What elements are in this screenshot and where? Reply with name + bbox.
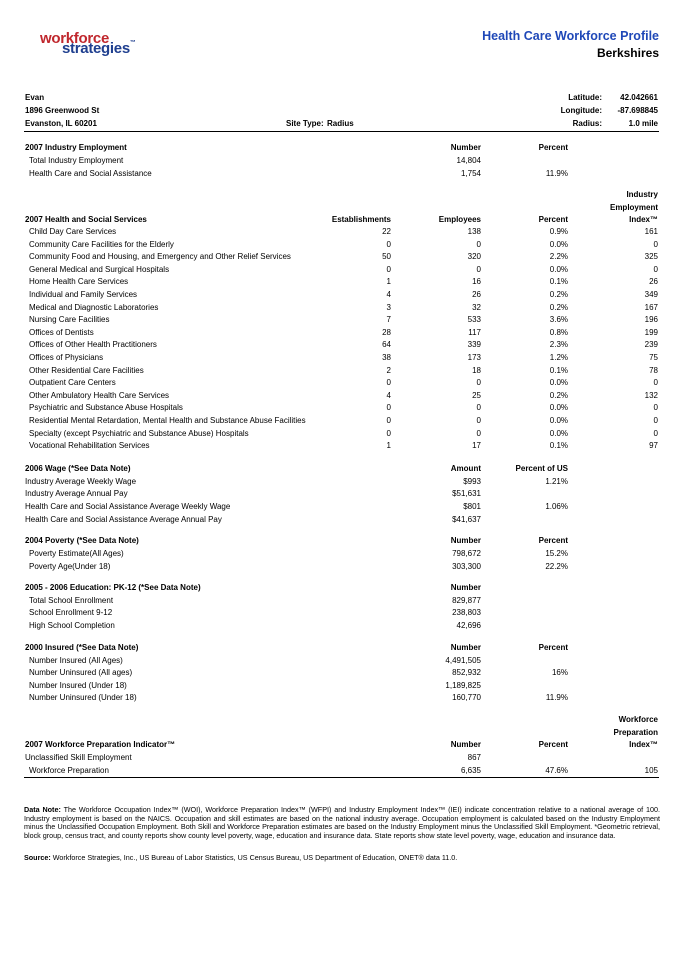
- table-row: [24, 252, 659, 264]
- table-row: [24, 353, 659, 365]
- row-label: Workforce Preparation: [29, 766, 109, 775]
- row-employees: 0: [476, 403, 481, 413]
- row-label: Number Insured (Under 18): [29, 681, 127, 690]
- row-percent: 0.0%: [549, 378, 568, 388]
- wpi-percent-header: Percent: [538, 740, 568, 749]
- data-note-text: The Workforce Occupation Index™ (WOI), Workforce Preparation Index™ (WFPI) and Industry Employment Index™ (IEI) indicate concentration relative to a national average of 100. Industry employment is based on the NAICS. Occupation and skill estimates are based on the national industry average. Occupation employment is calculated based on the Industry Employment minus the Unclassified Occupation Employment. Both Skill and Workforce Preparation estimates are based on the Industry Employment minus the Unclassified Skill Employment. *Geometric retrieval, block group, census tract, and county reports show county level poverty, wage, education and insurance data. State reports show state level poverty, wage, education and insurance data.: [24, 805, 660, 840]
- row-label: Poverty Age(Under 18): [29, 562, 111, 571]
- industry-percent-header: Percent: [538, 143, 568, 152]
- table-row: [24, 277, 659, 289]
- row-label: Community Care Facilities for the Elderly: [29, 239, 174, 249]
- percent-of-us-header: Percent of US: [515, 464, 568, 473]
- education-number-header: Number: [450, 583, 481, 592]
- row-index: 325: [644, 252, 658, 262]
- table-row: [24, 303, 659, 315]
- divider: [24, 777, 659, 778]
- row-employees: 26: [472, 290, 481, 299]
- row-label: Industry Average Annual Pay: [25, 489, 128, 498]
- location-row-3: [24, 119, 659, 131]
- row-label: Individual and Family Services: [29, 290, 138, 299]
- insured-number-header: Number: [450, 643, 481, 652]
- row-employees: 18: [472, 365, 481, 375]
- row-percent: 0.0%: [549, 239, 568, 249]
- row-index: 0: [653, 264, 658, 274]
- logo-strategies: [62, 40, 136, 57]
- page-title: Health Care Workforce Profile: [482, 29, 659, 43]
- table-row: [24, 416, 659, 428]
- row-label: Child Day Care Services: [29, 227, 117, 236]
- location-city: Evanston, IL 60201: [25, 119, 97, 128]
- index-header-line1: Industry: [626, 190, 658, 199]
- row-label: Offices of Other Health Practitioners: [29, 340, 157, 350]
- row-percent: 0.0%: [549, 403, 568, 413]
- row-index: 239: [644, 340, 658, 350]
- row-percent: 15.2%: [545, 549, 568, 558]
- row-index: 75: [649, 353, 658, 362]
- row-establishments: 64: [382, 340, 391, 350]
- site-type-value: Radius: [327, 119, 354, 128]
- wpi-heading: 2007 Workforce Preparation Indicator™: [25, 740, 176, 749]
- row-employees: 138: [467, 227, 481, 236]
- row-label: Community Food and Housing, and Emergency and Other Relief Services: [29, 252, 291, 262]
- row-label: Total Industry Employment: [29, 156, 124, 165]
- row-index: 196: [644, 315, 658, 325]
- row-number: 829,877: [452, 596, 481, 605]
- table-row: [24, 227, 659, 239]
- row-percent: 11.9%: [545, 169, 568, 178]
- row-label: Health Care and Social Assistance: [29, 169, 152, 178]
- row-label: General Medical and Surgical Hospitals: [29, 264, 170, 274]
- row-label: Specialty (except Psychiatric and Substance Abuse) Hospitals: [29, 428, 249, 438]
- location-name: Evan: [25, 93, 45, 102]
- row-employees: 0: [476, 264, 481, 274]
- row-label: Offices of Physicians: [29, 353, 104, 362]
- row-index: 26: [649, 277, 658, 287]
- row-establishments: 0: [386, 403, 391, 413]
- row-index: 78: [649, 365, 658, 375]
- row-index: 161: [644, 227, 658, 236]
- table-row: [24, 391, 659, 403]
- row-establishments: 4: [386, 390, 391, 400]
- row-percent: 0.2%: [549, 302, 568, 312]
- services-index-header-2: [24, 203, 659, 215]
- row-label: Vocational Rehabilitation Services: [29, 441, 150, 451]
- row-label: Other Residential Care Facilities: [29, 365, 144, 375]
- table-row: [24, 621, 659, 633]
- row-establishments: 3: [386, 302, 391, 312]
- insured-percent-header: Percent: [538, 643, 568, 652]
- row-establishments: 1: [386, 441, 391, 451]
- employees-header: Employees: [438, 215, 481, 224]
- table-row: [24, 378, 659, 390]
- row-establishments: 0: [386, 378, 391, 388]
- row-establishments: 4: [386, 290, 391, 299]
- row-percent: 0.0%: [549, 428, 568, 438]
- row-label: Industry Average Weekly Wage: [25, 477, 137, 486]
- row-number: 160,770: [452, 693, 481, 702]
- row-establishments: 38: [382, 353, 391, 362]
- longitude-label: Longitude:: [560, 106, 602, 115]
- row-employees: 0: [476, 378, 481, 388]
- table-row: [24, 169, 659, 181]
- row-establishments: 0: [386, 264, 391, 274]
- table-row: [24, 608, 659, 620]
- table-row: [24, 315, 659, 327]
- row-index: 0: [653, 378, 658, 388]
- insured-heading: 2000 Insured (*See Data Note): [25, 643, 139, 652]
- row-label: Nursing Care Facilities: [29, 315, 110, 325]
- row-amount: $41,637: [452, 515, 481, 524]
- row-percent: 3.6%: [549, 315, 568, 325]
- table-row: [24, 240, 659, 252]
- table-row: [24, 562, 659, 574]
- logo-tm: ™: [129, 40, 136, 46]
- row-label: Number Insured (All Ages): [29, 656, 123, 665]
- row-label: Psychiatric and Substance Abuse Hospitals: [29, 403, 183, 413]
- row-label: Outpatient Care Centers: [29, 378, 116, 388]
- wage-header-row: [24, 464, 659, 476]
- poverty-number-header: Number: [450, 536, 481, 545]
- row-index: 105: [644, 766, 658, 775]
- table-row: [24, 753, 659, 765]
- establishments-header: Establishments: [331, 215, 391, 224]
- table-row: [24, 668, 659, 680]
- logo-workforce: workforce: [40, 30, 109, 47]
- row-percent: 0.8%: [549, 327, 568, 337]
- row-number: 867: [467, 753, 481, 762]
- row-label: Number Uninsured (All ages): [29, 668, 133, 677]
- location-row-1: [24, 93, 659, 105]
- row-number: 238,803: [452, 608, 481, 617]
- wpi-header-row: [24, 740, 659, 752]
- row-index: 0: [653, 428, 658, 438]
- row-establishments: 7: [386, 315, 391, 325]
- table-row: [24, 441, 659, 453]
- row-number: 6,635: [460, 766, 481, 775]
- row-percent: 0.1%: [549, 441, 568, 451]
- table-row: [24, 328, 659, 340]
- row-establishments: 0: [386, 239, 391, 249]
- wpi-index-header-line2: Preparation: [613, 728, 658, 737]
- services-header-row: [24, 215, 659, 227]
- data-note: [24, 806, 660, 840]
- row-label: Residential Mental Retardation, Mental Health and Substance Abuse Facilities: [29, 416, 306, 425]
- table-row: [24, 515, 659, 527]
- education-heading: 2005 - 2006 Education: PK-12 (*See Data Note): [25, 583, 201, 592]
- row-label: Unclassified Skill Employment: [25, 753, 132, 762]
- row-establishments: 28: [382, 327, 391, 337]
- latitude-label: Latitude:: [568, 93, 602, 102]
- poverty-header-row: [24, 536, 659, 548]
- row-percent: 47.6%: [545, 766, 568, 775]
- row-percent: 1.2%: [549, 353, 568, 362]
- table-row: [24, 429, 659, 441]
- row-index: 167: [644, 302, 658, 312]
- wpi-index-header-line3: Index™: [629, 740, 658, 749]
- row-number: 1,754: [460, 169, 481, 178]
- row-percent: 0.9%: [549, 227, 568, 236]
- row-establishments: 22: [382, 227, 391, 236]
- row-label: High School Completion: [29, 621, 115, 630]
- row-label: Poverty Estimate(All Ages): [29, 549, 124, 558]
- services-index-header-1: [24, 190, 659, 202]
- row-amount: $51,631: [452, 489, 481, 498]
- row-percent: 0.0%: [549, 264, 568, 274]
- radius-label: Radius:: [572, 119, 602, 128]
- table-row: [24, 549, 659, 561]
- amount-header: Amount: [450, 464, 481, 473]
- row-employees: 0: [476, 239, 481, 249]
- row-number: 798,672: [452, 549, 481, 558]
- row-number: 4,491,505: [445, 656, 481, 665]
- row-employees: 117: [468, 327, 481, 337]
- row-establishments: 2: [386, 365, 391, 375]
- row-label: Other Ambulatory Health Care Services: [29, 390, 170, 400]
- divider: [24, 131, 659, 132]
- row-index: 199: [644, 327, 658, 337]
- site-type-label: Site Type:: [286, 119, 324, 128]
- row-employees: 339: [467, 340, 481, 350]
- row-percent: 11.9%: [545, 693, 568, 702]
- row-percent: 0.2%: [549, 290, 568, 299]
- row-establishments: 50: [382, 252, 391, 262]
- services-heading: 2007 Health and Social Services: [25, 215, 147, 224]
- table-row: [24, 366, 659, 378]
- row-label: Offices of Dentists: [29, 327, 94, 337]
- table-row: [24, 489, 659, 501]
- industry-header-row: [24, 143, 659, 155]
- wpi-index-header-2: [24, 728, 659, 740]
- row-number: 852,932: [452, 668, 481, 677]
- row-percent: 16%: [551, 668, 568, 677]
- row-number: 303,300: [452, 562, 481, 571]
- row-percent: 2.3%: [549, 340, 568, 350]
- poverty-percent-header: Percent: [538, 536, 568, 545]
- insured-header-row: [24, 643, 659, 655]
- row-label: Total School Enrollment: [29, 596, 114, 605]
- row-number: 42,696: [456, 621, 481, 630]
- index-header-line2: Employment: [609, 203, 658, 212]
- industry-heading: 2007 Industry Employment: [25, 143, 127, 152]
- source-label: Source:: [24, 853, 51, 862]
- poverty-heading: 2004 Poverty (*See Data Note): [25, 536, 139, 545]
- row-number: 14,804: [456, 156, 481, 165]
- row-index: 97: [649, 441, 658, 451]
- row-employees: 173: [467, 353, 481, 362]
- row-index: 349: [644, 290, 658, 299]
- row-employees: 0: [476, 416, 481, 425]
- row-employees: 25: [472, 390, 481, 400]
- row-employees: 320: [467, 252, 481, 262]
- row-employees: 32: [472, 302, 481, 312]
- row-index: 0: [653, 239, 658, 249]
- row-percent: 0.1%: [549, 365, 568, 375]
- latitude-value: 42.042661: [620, 93, 658, 102]
- table-row: [24, 502, 659, 514]
- source-text: Workforce Strategies, Inc., US Bureau of Labor Statistics, US Census Bureau, US Department of Education, ONET® data 11.0.: [52, 853, 458, 862]
- row-employees: 0: [476, 428, 481, 438]
- row-index: 132: [644, 390, 658, 400]
- row-establishments: 0: [386, 428, 391, 438]
- table-row: [24, 156, 659, 168]
- row-percent: 2.2%: [549, 252, 568, 262]
- location-street: 1896 Greenwood St: [25, 106, 100, 115]
- wage-heading: 2006 Wage (*See Data Note): [25, 464, 131, 473]
- row-label: Health Care and Social Assistance Average Annual Pay: [25, 515, 222, 524]
- page-subtitle: Berkshires: [596, 46, 659, 60]
- data-note-label: Data Note:: [24, 805, 61, 814]
- table-row: [24, 656, 659, 668]
- percent-header: Percent: [538, 215, 568, 224]
- longitude-value: -87.698845: [617, 106, 658, 115]
- row-index: 0: [653, 416, 658, 425]
- row-employees: 17: [472, 441, 481, 451]
- row-establishments: 1: [386, 277, 391, 287]
- table-row: [24, 596, 659, 608]
- table-row: [24, 290, 659, 302]
- row-label: Medical and Diagnostic Laboratories: [29, 302, 159, 312]
- table-row: [24, 340, 659, 352]
- education-header-row: [24, 583, 659, 595]
- row-percent: 1.06%: [545, 502, 568, 511]
- row-percent: 0.0%: [549, 416, 568, 425]
- row-establishments: 0: [386, 416, 391, 425]
- row-number: 1,189,825: [445, 681, 481, 690]
- row-percent: 0.2%: [549, 390, 568, 400]
- row-employees: 533: [467, 315, 481, 325]
- row-amount: $993: [463, 477, 481, 486]
- row-percent: 1.21%: [545, 477, 568, 486]
- row-employees: 16: [472, 277, 481, 287]
- wpi-number-header: Number: [450, 740, 481, 749]
- table-row: [24, 265, 659, 277]
- row-label: Health Care and Social Assistance Average Weekly Wage: [25, 502, 231, 511]
- table-row: [24, 403, 659, 415]
- row-percent: 0.1%: [549, 277, 568, 287]
- table-row: [24, 477, 659, 489]
- row-index: 0: [653, 403, 658, 413]
- wpi-index-header-line1: Workforce: [618, 715, 658, 724]
- wpi-index-header-1: [24, 715, 659, 727]
- logo-strategies-text: strategies: [62, 40, 130, 57]
- table-row: [24, 681, 659, 693]
- index-header-line3: Index™: [629, 215, 658, 224]
- row-label: School Enrollment 9-12: [29, 608, 113, 617]
- radius-value: 1.0 mile: [628, 119, 658, 128]
- row-label: Number Uninsured (Under 18): [29, 693, 137, 702]
- row-percent: 22.2%: [545, 562, 568, 571]
- source-note: [24, 854, 660, 863]
- row-amount: $801: [463, 502, 481, 511]
- industry-number-header: Number: [450, 143, 481, 152]
- table-row: [24, 693, 659, 705]
- location-row-2: [24, 106, 659, 118]
- row-label: Home Health Care Services: [29, 277, 129, 287]
